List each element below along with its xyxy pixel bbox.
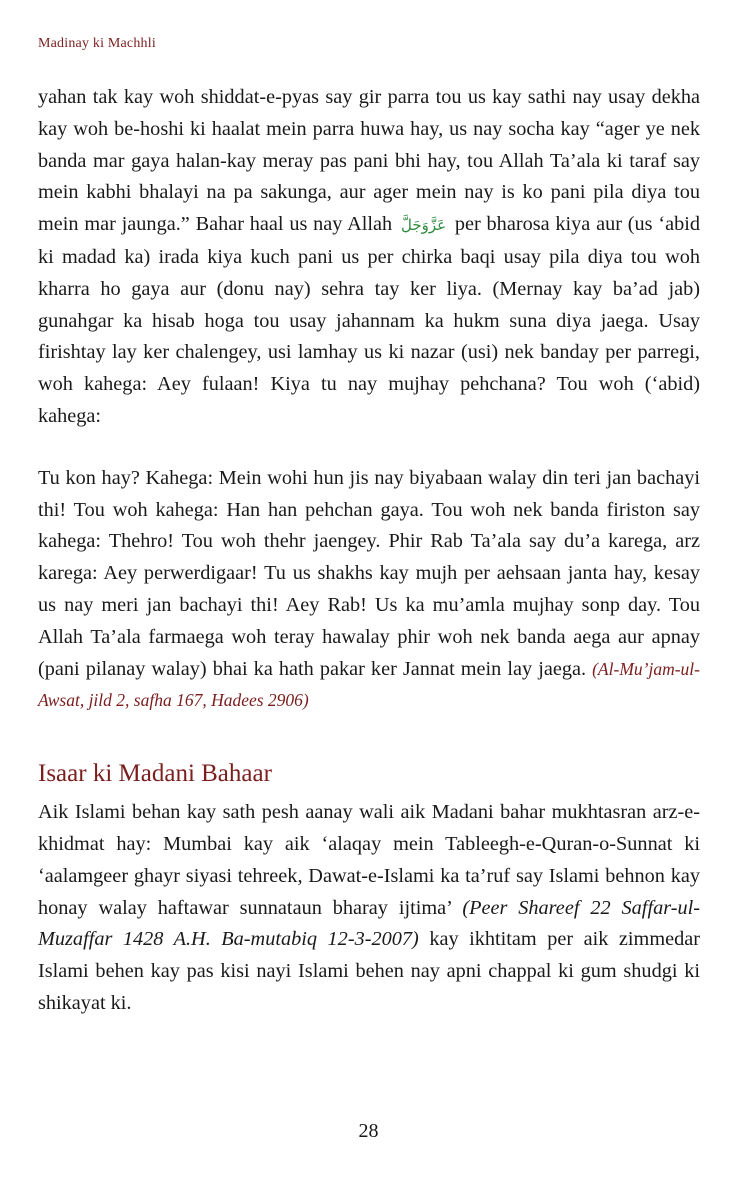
paragraph-1-text-b: per bharosa kiya aur (us ‘abid ki madad ka) irada kiya kuch pani us per chirka baqi usay pila diya tou woh kharra ho gaya aur (donu nay) sehra tay ker liya. (Mernay kay ba’ad jab) gunahgar ka hisab hoga tou usay jahannam ka hukm suna diya jaega. Usay firishtay lay ker chalengey, usi lamhay us ki nazar (usi) nek banday per parregi, woh kahega: Aey fulaan! Kiya tu nay mujhay pehchana? Tou woh (‘abid) kahega:	[38, 213, 701, 427]
section-paragraph	[38, 797, 700, 1020]
page-number: 28	[358, 1120, 379, 1142]
running-header: Madinay ki Machhli	[38, 36, 156, 51]
date-reference: (Peer Shareef 22 Saffar-ul-Muzaffar 1428 A.H. Ba-mutabiq 12-3-2007)	[38, 896, 700, 951]
section-text-a: Aik Islami behan kay sath pesh aanay wali aik Madani bahar mukhtasran arz-e-khidmat hay: Mumbai kay aik ‘alaqay mein Tableegh-e-Quran-o-Sunnat ki ‘aalamgeer ghayr siyasi tehreek, Dawat-e-Islami ka ta’ruf say Islami behnon kay honay walay haftawar sunnataun bharay ijtima’	[38, 801, 700, 919]
honorific-arabic: عَزَّوَجَلَّ	[400, 216, 447, 235]
paragraph-1-text-a: yahan tak kay woh shiddat-e-pyas say gir parra tou us kay sathi nay usay dekha kay woh be-hoshi ki haalat mein parra huwa hay, us nay socha kay “ager ye nek banda mar gaya halan-kay meray pas pani bhi hay, tou Allah Ta’ala ki taraf say mein kabhi bhalayi na pa sakunga, aur ager mein nay is ko pani pila diya tou mein mar jaunga.” Bahar haal us nay Allah	[38, 86, 700, 236]
paragraph-2	[38, 463, 700, 717]
section-heading: Isaar ki Madani Bahaar	[38, 760, 272, 788]
hadith-citation: (Al-Mu’jam-ul-Awsat, jild 2, safha 167, Hadees 2906)	[38, 658, 700, 711]
section-text-b: kay ikhtitam per aik zimmedar Islami behen kay pas kisi nayi Islami behen nay apni chappal ki gum shudgi ki shikayat ki.	[38, 928, 700, 1014]
paragraph-1	[38, 82, 700, 433]
page-content	[38, 82, 700, 1020]
paragraph-2-text: Tu kon hay? Kahega: Mein wohi hun jis nay biyabaan walay din teri jan bachayi thi! Tou woh kahega: Han han pehchan gaya. Tou woh nek banda firiston say kahega: Thehro! Tou woh thehr jaengey. Phir Rab Ta’ala say du’a karega, arz karega: Aey perwerdigaar! Tu us shakhs kay mujh per aehsaan janta hay, kesay us nay meri jan bachayi thi! Aey Rab! Us ka mu’amla mujhay sonp day. Tou Allah Ta’ala farmaega woh teray hawalay phir woh nek banda aega aur apnay (pani pilanay walay) bhai ka hath pakar ker Jannat mein lay jaega.	[38, 466, 700, 680]
